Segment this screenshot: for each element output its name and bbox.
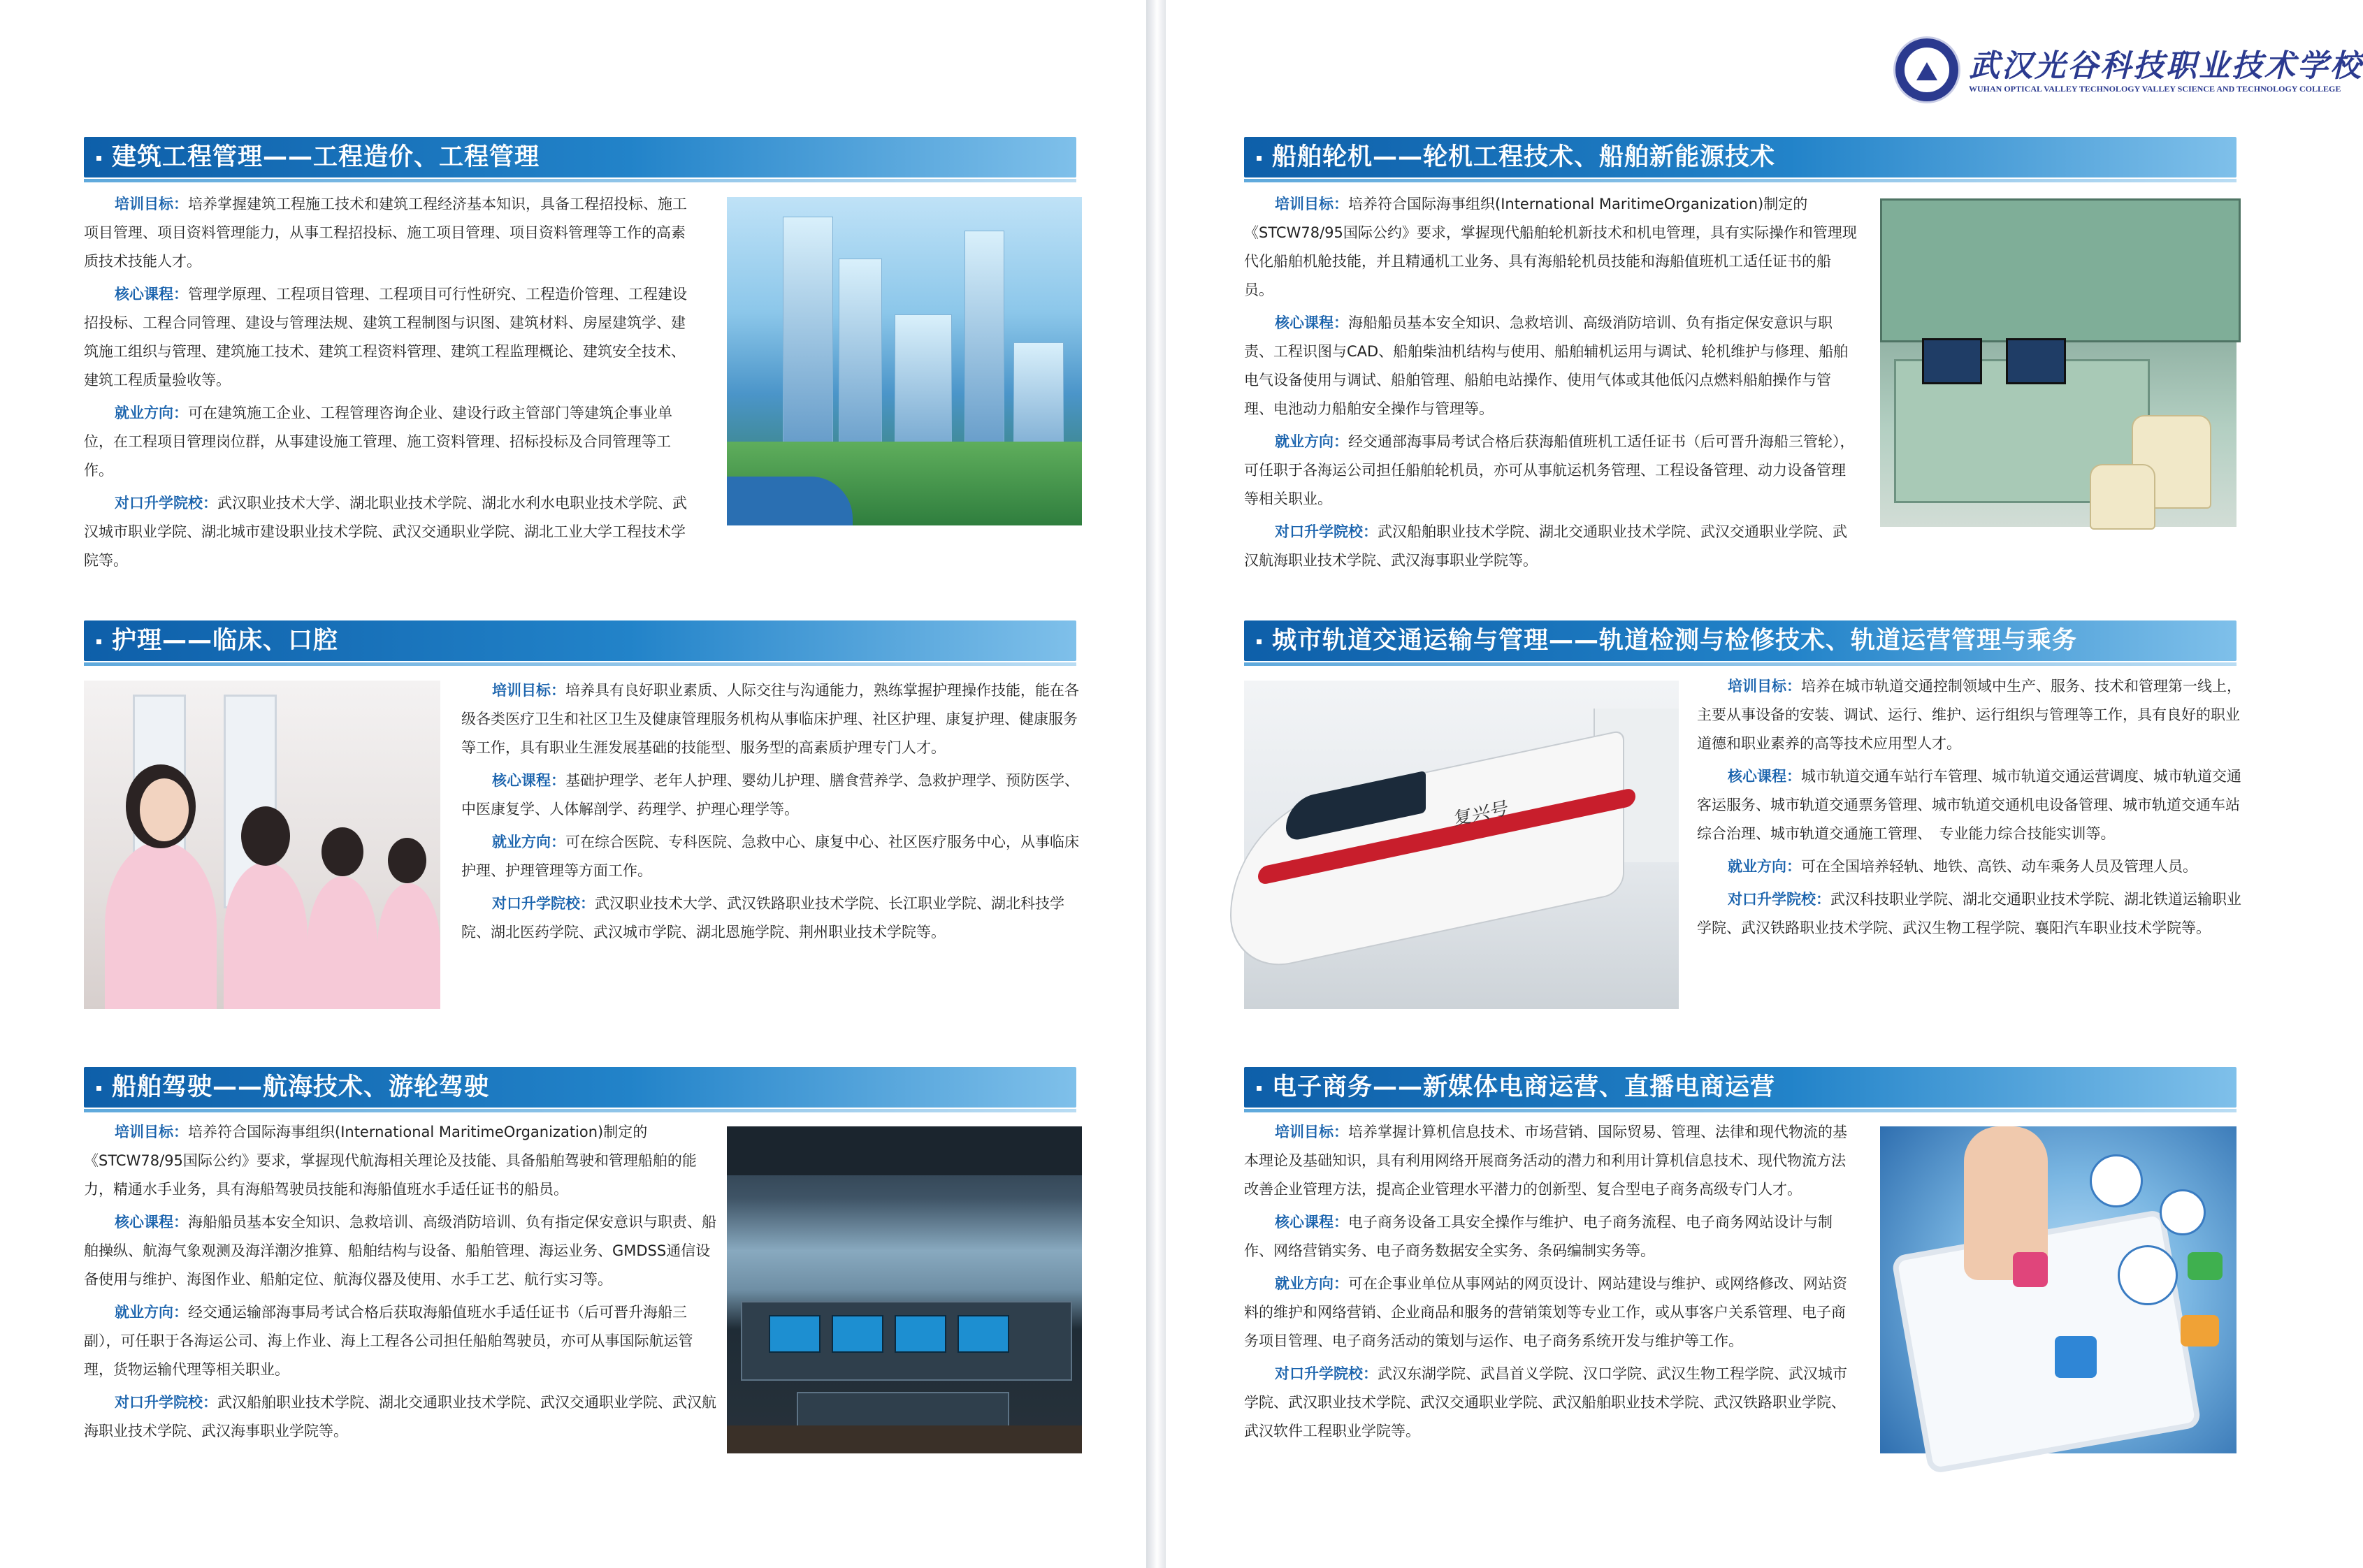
training-goal: 培训目标：培养具有良好职业素质、人际交往与沟通能力，熟练掌握护理操作技能，能在各级各类医疗卫生和社区卫生及健康管理服务机构从事临床护理、社区护理、康复护理、健康服务等工作，具有职业生涯发展基础的技能型、服务型的高素质护理专门人才。	[461, 682, 1079, 756]
ship-bridge-photo	[727, 1126, 1082, 1453]
core-courses: 核心课程：管理学原理、工程项目管理、工程项目可行性研究、工程造价管理、工程建设招投标、工程合同管理、建设与管理法规、建筑工程制图与识图、建筑材料、房屋建筑学、建筑施工组织与管理、建筑施工技术、建筑工程资料管理、建筑工程监理概论、建筑安全技术、建筑工程质量验收等。	[84, 286, 687, 389]
training-goal: 培训目标：培养掌握建筑工程施工技术和建筑工程经济基本知识，具备工程招投标、施工项目管理、项目资料管理能力，从事工程招投标、施工项目管理、项目资料管理等工作的高素质技术技能人才。	[84, 196, 687, 270]
section-title: 护理——临床、口腔	[112, 627, 339, 655]
section-title: 船舶轮机——轮机工程技术、船舶新能源技术	[1272, 143, 1776, 171]
right-page	[1166, 0, 2363, 1568]
school-name-cn: 武汉光谷科技职业技术学校	[1969, 48, 2363, 84]
section-title: 电子商务——新媒体电商运营、直播电商运营	[1272, 1073, 1776, 1101]
training-goal: 培训目标：培养掌握计算机信息技术、市场营销、国际贸易、管理、法律和现代物流的基本理论及基础知识，具有利用网络开展商务活动的潜力和利用计算机信息技术、现代物流方法改善企业管理方法，提高企业管理水平潜力的创新型、复合型电子商务高级专门人才。	[1244, 1124, 1847, 1198]
section-text-urban-rail	[1697, 672, 2249, 943]
nurses-photo	[84, 681, 440, 1009]
engine-room-photo	[1880, 198, 2236, 527]
bullet-icon	[1257, 156, 1262, 161]
core-courses: 核心课程：海船船员基本安全知识、急救培训、高级消防培训、负有指定保安意识与职责、船舶操纵、航海气象观测及海洋潮汐推算、船舶结构与设备、船舶管理、海运业务、GMDSS通信设备使用与维护、海图作业、船舶定位、航海仪器及使用、水手工艺、航行实习等。	[84, 1214, 716, 1288]
school-name-en: WUHAN OPTICAL VALLEY TECHNOLOGY VALLEY SCIENCE AND TECHNOLOGY COLLEGE	[1969, 84, 2341, 94]
core-courses: 核心课程：电子商务设备工具安全操作与维护、电子商务流程、电子商务网站设计与制作、网络营销实务、电子商务数据安全实务、条码编制实务等。	[1244, 1214, 1833, 1259]
employment-direction: 就业方向：可在全国培养轻轨、地铁、高铁、动车乘务人员及管理人员。	[1728, 858, 2197, 875]
train-name-label: 复兴号	[1454, 797, 1509, 831]
section-text-construction	[84, 190, 699, 575]
school-seal-icon	[1893, 36, 1960, 103]
ecommerce-photo	[1880, 1126, 2236, 1453]
bullet-icon	[96, 1086, 101, 1091]
training-goal: 培训目标：培养符合国际海事组织(International MaritimeOrganization)制定的《STCW78/95国际公约》要求，掌握现代航海相关理论及技能、具备船舶驾驶和管理船舶的能力，精通水手业务，具有海船驾驶员技能和海船值班水手适任证书的船员。	[84, 1124, 697, 1198]
section-banner-urban-rail	[1244, 620, 2236, 661]
bullet-icon	[96, 639, 101, 644]
section-title: 建筑工程管理——工程造价、工程管理	[112, 143, 540, 171]
partner-schools: 对口升学院校：武汉科技职业学院、湖北交通职业技术学院、湖北铁道运输职业学院、武汉铁路职业技术学院、武汉生物工程学院、襄阳汽车职业技术学院等。	[1697, 891, 2241, 936]
bullet-icon	[1257, 639, 1262, 644]
training-goal: 培训目标：培养在城市轨道交通控制领域中生产、服务、技术和管理第一线上，主要从事设备的安装、调试、运行、维护、运行组织与管理等工作，具有良好的职业道德和职业素养的高等技术应用型人才。	[1697, 678, 2241, 752]
partner-schools: 对口升学院校：武汉职业技术大学、湖北职业技术学院、湖北水利水电职业技术学院、武汉城市职业学院、湖北城市建设职业技术学院、武汉交通职业学院、湖北工业大学工程技术学院等。	[84, 495, 687, 569]
core-courses: 核心课程：城市轨道交通车站行车管理、城市轨道交通运营调度、城市轨道交通客运服务、城市轨道交通票务管理、城市轨道交通机电设备管理、城市轨道交通车站综合治理、城市轨道交通施工管理、 专业能力综合技能实训等。	[1697, 768, 2241, 842]
employment-direction: 就业方向：可在综合医院、专科医院、急救中心、康复中心、社区医疗服务中心，从事临床护理、护理管理等方面工作。	[461, 834, 1079, 879]
city-photo	[727, 197, 1082, 525]
section-text-nursing	[461, 676, 1083, 947]
section-text-marine-engineering	[1244, 190, 1859, 575]
section-text-ship-navigation	[84, 1118, 720, 1446]
section-title: 船舶驾驶——航海技术、游轮驾驶	[112, 1073, 490, 1101]
partner-schools: 对口升学院校：武汉船舶职业技术学院、湖北交通职业技术学院、武汉交通职业学院、武汉航海职业技术学院、武汉海事职业学院等。	[84, 1394, 716, 1439]
section-banner-marine-engineering	[1244, 137, 2236, 177]
section-text-ecommerce	[1244, 1118, 1859, 1446]
partner-schools: 对口升学院校：武汉船舶职业技术学院、湖北交通职业技术学院、武汉交通职业学院、武汉航海职业技术学院、武汉海事职业学院等。	[1244, 523, 1847, 569]
partner-schools: 对口升学院校：武汉东湖学院、武昌首义学院、汉口学院、武汉生物工程学院、武汉城市学院、武汉职业技术学院、武汉交通职业学院、武汉船舶职业技术学院、武汉铁路职业学院、武汉软件工程职业学院等。	[1244, 1365, 1847, 1439]
training-goal: 培训目标：培养符合国际海事组织(International MaritimeOrganization)制定的《STCW78/95国际公约》要求，掌握现代船舶轮机新技术和机电管理，具有实际操作和管理现代化船舶机舱技能，并且精通机工业务、具有海船轮机员技能和海船值班机工适任证书的船员。	[1244, 196, 1857, 298]
employment-direction: 就业方向：可在建筑施工企业、工程管理咨询企业、建设行政主管部门等建筑企事业单位，在工程项目管理岗位群，从事建设施工管理、施工资料管理、招标投标及合同管理等工作。	[84, 405, 672, 479]
section-banner-nursing	[84, 620, 1076, 661]
page-gutter	[1146, 0, 1166, 1568]
core-courses: 核心课程：海船船员基本安全知识、急救培训、高级消防培训、负有指定保安意识与职责、工程识图与CAD、船舶柴油机结构与使用、船舶辅机运用与调试、轮机维护与修理、船舶电气设备使用与调试、船舶管理、船舶电站操作、使用气体或其他低闪点燃料船舶操作与管理、电池动力船舶安全操作与管理等。	[1244, 314, 1849, 417]
employment-direction: 就业方向：经交通部海事局考试合格后获海船值班机工适任证书（后可晋升海船三管轮），可任职于各海运公司担任船舶轮机员，亦可从事航运机务管理、工程设备管理、动力设备管理等相关职业。	[1244, 433, 1855, 507]
section-title: 城市轨道交通运输与管理——轨道检测与检修技术、轨道运营管理与乘务	[1272, 627, 2078, 655]
core-courses: 核心课程：基础护理学、老年人护理、婴幼儿护理、膳食营养学、急救护理学、预防医学、中医康复学、人体解剖学、药理学、护理心理学等。	[461, 772, 1079, 818]
employment-direction: 就业方向：经交通运输部海事局考试合格后获取海船值班水手适任证书（后可晋升海船三副），可任职于各海运公司、海上作业、海上工程各公司担任船舶驾驶员，亦可从事国际航运管理，货物运输代理等相关职业。	[84, 1304, 693, 1378]
partner-schools: 对口升学院校：武汉职业技术大学、武汉铁路职业技术学院、长江职业学院、湖北科技学院、湖北医药学院、武汉城市学院、湖北恩施学院、荆州职业技术学院等。	[461, 895, 1064, 941]
section-banner-ecommerce	[1244, 1067, 2236, 1108]
employment-direction: 就业方向：可在企事业单位从事网站的网页设计、网站建设与维护、或网络修改、网站资料的维护和网络营销、企业商品和服务的营销策划等专业工作，或从事客户关系管理、电子商务项目管理、电子商务活动的策划与运作、电子商务系统开发与维护等工作。	[1244, 1275, 1847, 1349]
section-banner-construction	[84, 137, 1076, 177]
school-logo	[1893, 36, 2363, 106]
section-banner-ship-navigation	[84, 1067, 1076, 1108]
left-page	[0, 0, 1146, 1568]
train-photo	[1244, 681, 1679, 1009]
bullet-icon	[1257, 1086, 1262, 1091]
bullet-icon	[96, 156, 101, 161]
